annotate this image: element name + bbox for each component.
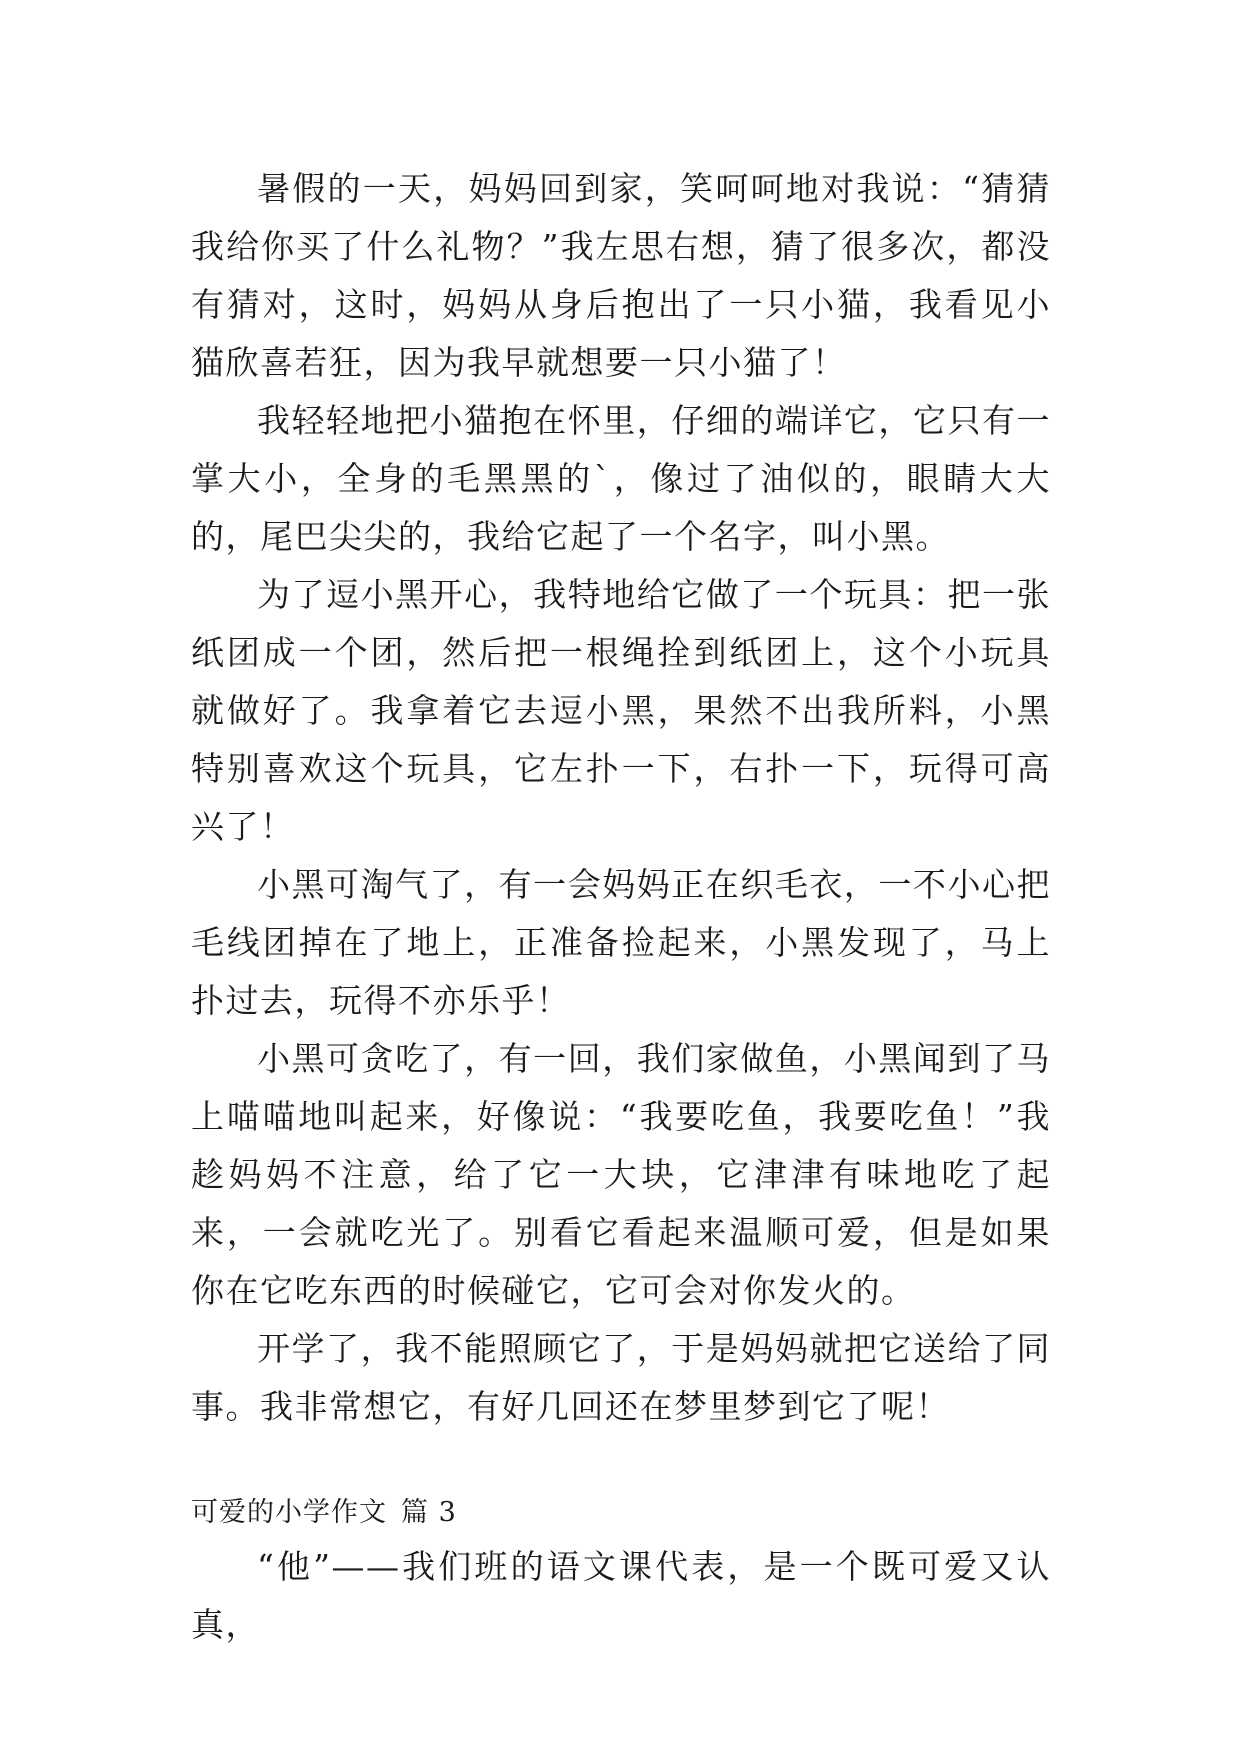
paragraph-4: 小黑可淘气了，有一会妈妈正在织毛衣，一不小心把毛线团掉在了地上，正准备捡起来，小黑发现了，马上扑过去，玩得不亦乐乎！ xyxy=(191,865,1051,1020)
section-title: 可爱的小学作文 xyxy=(191,1497,387,1528)
paragraph-3: 为了逗小黑开心，我特地给它做了一个玩具：把一张纸团成一个团，然后把一根绳拴到纸团上，这个小玩具就做好了。我拿着它去逗小黑，果然不出我所料，小黑特别喜欢这个玩具，它左扑一下，右扑一下，玩得可高兴了！ xyxy=(191,575,1051,846)
paragraph-6: 开学了，我不能照顾它了，于是妈妈就把它送给了同事。我非常想它，有好几回还在梦里梦到它了呢！ xyxy=(191,1329,1051,1426)
paragraph-5: 小黑可贪吃了，有一回，我们家做鱼，小黑闻到了马上喵喵地叫起来，好像说：“我要吃鱼，我要吃鱼！”我趁妈妈不注意，给了它一大块，它津津有味地吃了起来，一会就吃光了。别看它看起来温顺可爱，但是如果你在它吃东西的时候碰它，它可会对你发火的。 xyxy=(191,1039,1051,1310)
paragraph-7: “他”——我们班的语文课代表，是一个既可爱又认真， xyxy=(191,1547,1051,1644)
paragraph-1: 暑假的一天，妈妈回到家，笑呵呵地对我说：“猜猜我给你买了什么礼物？”我左思右想，猜了很多次，都没有猜对，这时，妈妈从身后抱出了一只小猫，我看见小猫欣喜若狂，因为我早就想要一只小猫了！ xyxy=(191,169,1051,382)
document-page xyxy=(191,160,1051,1654)
paragraph-2: 我轻轻地把小猫抱在怀里，仔细的端详它，它只有一掌大小，全身的毛黑黑的`，像过了油似的，眼睛大大的，尾巴尖尖的，我给它起了一个名字，叫小黑。 xyxy=(191,401,1051,556)
section-number: 篇 3 xyxy=(401,1497,457,1528)
section-heading xyxy=(191,1488,1051,1538)
